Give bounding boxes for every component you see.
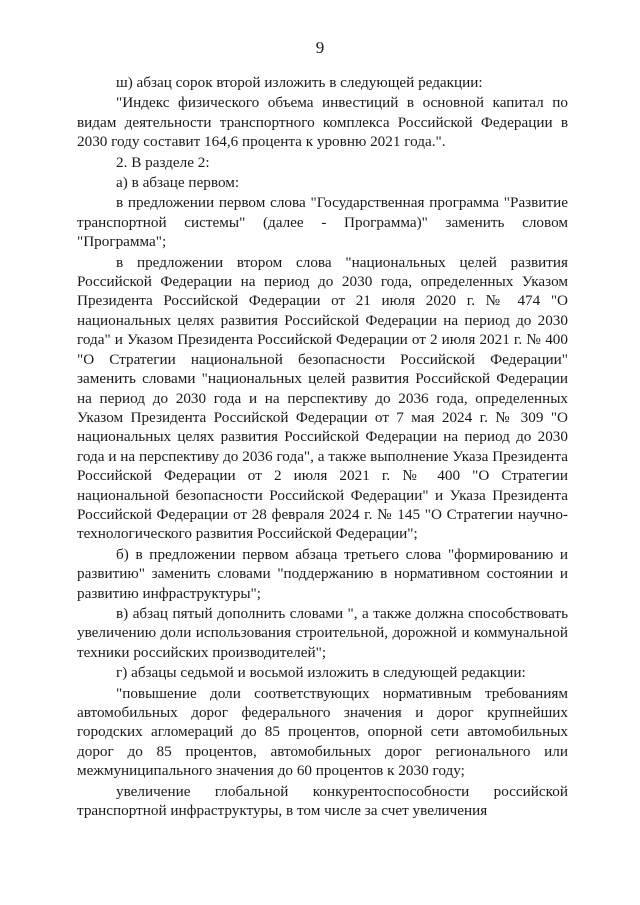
page-number: 9 — [315, 38, 325, 57]
paragraph-competitiveness: увеличение глобальной конкурентоспособности российской транспортной инфраструктуры, в том числе за счет увеличения — [77, 782, 568, 820]
paragraph-investment-index: "Индекс физического объема инвестиций в основной капитал по видам деятельности транспортного комплекса Российской Федерации в 2030 году составит 164,6 процента к уровню 2021 года.". — [77, 94, 568, 151]
paragraph-a: а) в абзаце первом: — [116, 174, 240, 192]
paragraph-v: в) абзац пятый дополнить словами ", а также должна способствовать увеличению доли использования строительной, дорожной и коммунальной техники российских производителей"; — [77, 604, 568, 661]
paragraph-section-2: 2. В разделе 2: — [116, 153, 210, 171]
paragraph-g: г) абзацы седьмой и восьмой изложить в следующей редакции: — [116, 664, 526, 682]
document-body — [77, 73, 568, 821]
paragraph-sh: ш) абзац сорок второй изложить в следующей редакции: — [116, 74, 483, 91]
paragraph-road-share: "повышение доли соответствующих нормативным требованиям автомобильных дорог федерального значения и дорог крупнейших городских агломераций до 85 процентов, опорной сети автомобильных дорог до 85 процентов, автомобильных дорог регионального или межмуниципального значения до 60 процентов к 2030 году; — [77, 684, 568, 780]
paragraph-b: б) в предложении первом абзаца третьего слова "формированию и развитию" заменить словами "поддержанию в нормативном состоянии и развитию инфраструктуры"; — [77, 545, 568, 602]
paragraph-first-sentence: в предложении первом слова "Государственная программа "Развитие транспортной системы" (далее - Программа)" заменить словом "Программа"; — [77, 194, 568, 251]
paragraph-second-sentence: в предложении втором слова "национальных целей развития Российской Федерации на период до 2030 года, определенных Указом Президента Российской Федерации от 21 июля 2020 г. № 474 "О национальных целях развития Российской Федерации на период до 2030 года" и Указом Президента Российской Федерации от 2 июля 2021 г. № 400 "О Стратегии национальной безопасности Российской Федерации" заменить словами "национальных целей развития Российской Федерации на период до 2030 года и на перспективу до 2036 года, определенных Указом Президента Российской Федерации от 7 мая 2024 г. № 309 "О национальных целях развития Российской Федерации на период до 2030 года и на перспективу до 2036 года", а также выполнение Указа Президента Российской Федерации от 2 июля 2021 г. № 400 "О Стратегии национальной безопасности Российской Федерации" и Указа Президента Российской Федерации от 28 февраля 2024 г. № 145 "О Стратегии научно-технологического развития Российской Федерации"; — [77, 253, 568, 543]
